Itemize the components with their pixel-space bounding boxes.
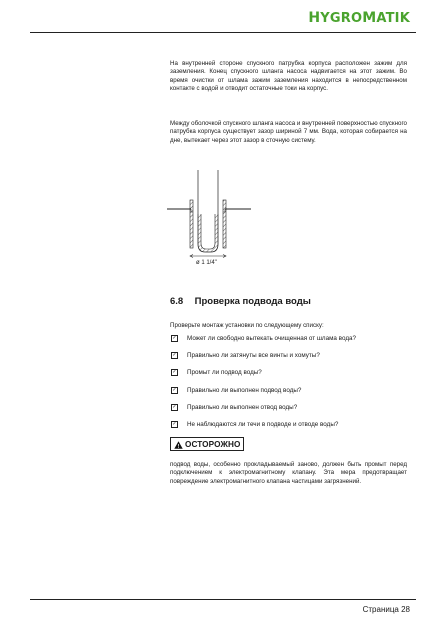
checklist-item-text: Промыт ли подвод воды? (187, 369, 262, 377)
paragraph-flush: подвод воды, особенно прокладываемый заново, должен быть промыт перед подключением к электромагнитному клапану. Эта мера предотвращает повреждение электромагнитного клапана частицами загрязнений. (170, 461, 407, 485)
checkbox-checked-icon: ✓ (172, 386, 177, 393)
checklist-item (170, 404, 410, 421)
checkbox-checked-icon: ✓ (172, 420, 177, 427)
logo-part: M (362, 10, 377, 26)
hygromatik-logo (308, 10, 410, 26)
drain-pipe-diagram (165, 170, 275, 265)
warning-badge (170, 437, 244, 451)
page-number: Страница 28 (362, 605, 410, 614)
checklist-item-text: Правильно ли выполнен подвод воды? (187, 386, 302, 394)
warning-exclamation: ! (177, 443, 180, 449)
footer-rule (30, 599, 416, 600)
warning-label: ОСТОРОЖНО (185, 440, 241, 449)
logo-part: ATIK (376, 11, 410, 26)
checkbox-checked-icon: ✓ (172, 369, 177, 376)
warning-triangle-icon (174, 441, 183, 449)
drain-outlet-walls (190, 200, 226, 248)
pump-hose (198, 170, 218, 252)
checklist-item (170, 352, 410, 369)
checklist-item-text: Не наблюдаются ли течи в подводе и отводе воды? (187, 420, 339, 428)
header-rule (30, 32, 416, 33)
checklist-intro: Проверьте монтаж установки по следующему списку: (170, 322, 324, 329)
section-number: 6.8 (170, 296, 184, 307)
checklist-item-text: Может ли свободно вытекать очищенная от шлама вода? (187, 335, 356, 342)
checklist-item (170, 369, 410, 386)
paragraph-gap: Между оболочкой спускного шланга насоса и внутренней поверхностью спускного патрубка корпуса существует зазор шириной 7 мм. Вода, которая собирается на дне, вытекает через этот зазор в сточную систему. (170, 120, 408, 144)
checklist-item (170, 387, 410, 404)
checkbox-checked-icon: ✓ (172, 335, 177, 341)
logo-part: YGRO (320, 11, 363, 26)
dimension-line (190, 255, 226, 258)
checklist-item (170, 335, 410, 352)
checkbox-checked-icon: ✓ (172, 352, 177, 359)
section-heading (170, 296, 311, 307)
paragraph-grounding: На внутренней стороне спускного патрубка корпуса расположен зажим для заземления. Конец спускного шланга насоса надвигается на этот зажим. Во время очистки от шлама зажим заземления находится в непосредственном контакте с водой и отводит остаточные токи на корпус. (170, 60, 407, 93)
checklist (170, 335, 410, 438)
checklist-item-text: Правильно ли затянуты все винты и хомуты? (187, 352, 320, 360)
housing-floor (167, 209, 251, 212)
checklist-item (170, 421, 410, 438)
checklist-item-text: Правильно ли выполнен отвод воды? (187, 403, 298, 411)
checkbox-checked-icon: ✓ (172, 403, 177, 410)
dimension-label: ø 1 1/4" (196, 260, 217, 265)
logo-part: H (308, 10, 321, 26)
section-title: Проверка подвода воды (194, 296, 311, 307)
